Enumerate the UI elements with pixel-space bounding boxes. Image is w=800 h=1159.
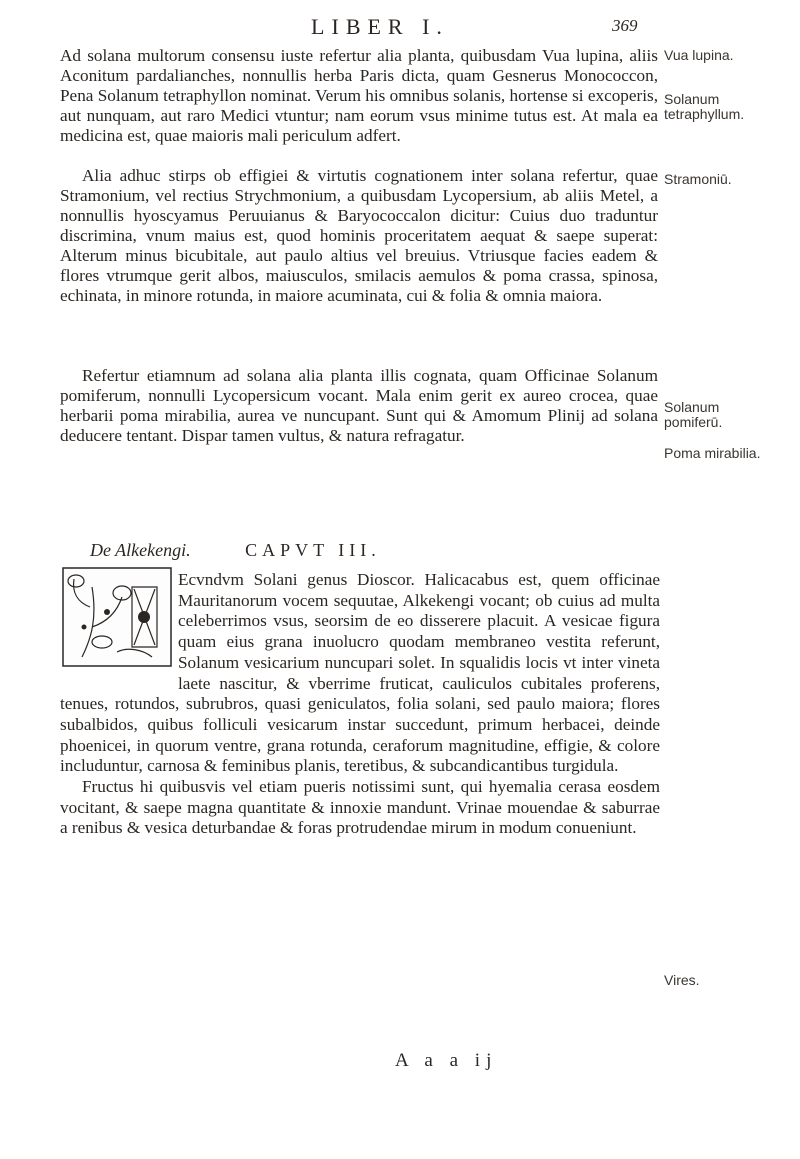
page-number: 369 <box>612 16 638 35</box>
margin-note-stramonium: Stramoniū. <box>664 171 732 187</box>
running-title: LIBER I. <box>311 14 449 39</box>
margin-note-solanum-pomiferum: Solanum pomiferū. <box>664 399 723 430</box>
chapter-body <box>60 570 660 839</box>
margin-note-vua-lupina: Vua lupina. <box>664 47 734 63</box>
paragraph-solanum-pomiferum <box>60 366 658 446</box>
paragraph-text: Fructus hi quibusvis vel etiam pueris notissimi sunt, qui hyemalia cerasa eosdem vocitant, & saepe magna quantitate & innoxie mandunt. Vrinae mouendae & saburrae a renibus & vesica deturbandae & foras protrudendae mirum in modum conueniunt. <box>60 777 660 838</box>
margin-note-solanum-tetraphyllum: Solanum tetraphyllum. <box>664 91 745 122</box>
chapter-title: De Alkekengi. <box>90 540 191 560</box>
paragraph-text: Refertur etiamnum ad solana alia planta illis cognata, quam Officinae Solanum pomiferum, nonnulli Lycopersicum vocant. Mala enim gerit ex aureo crocea, quae herbarii poma mirabilia, aurea ve nuncupant. Sunt qui & Amomum Plinij ad solana deducere tentant. Dispar tamen vultus, & natura refragatur. <box>60 366 658 445</box>
paragraph-stramonium <box>60 166 658 306</box>
margin-note-vires: Vires. <box>664 972 700 988</box>
paragraph-text: Ecvndvm Solani genus Dioscor. Halicacabus est, quem officinae Mauritanorum vocem sequutae, Alkekengi vocant; ob cuius ad multa celeberrimos vsus, seorsim de eo disserere placuit. A vesicae figura quam eius grana inuolucro quodam membraneo vestita referunt, Solanum vesicarium nuncupari solet. In squalidis locis vt inter vineta laete nascitur, & vberrime fruticat, cauliculos cubitales proferens, tenues, rotundos, subrubros, quasi geniculatos, folia solani, sed paulo maiora; flores subalbidos, quibus folliculi vesicarum instar succedunt, primum herbacei, deinde phoenicei, in quorum ventre, grana rotunda, ceraforum magnitudine, effigie, & colore includuntur, carnosa & feminibus planis, teretibus, & subcandicantibus turgidula. <box>60 570 660 776</box>
chapter-number: CAPVT III. <box>245 540 381 560</box>
catchword: A a a ij <box>395 1050 498 1071</box>
paragraph-vua-lupina <box>60 46 658 146</box>
initial-space <box>60 570 178 674</box>
page-header <box>0 14 800 38</box>
margin-note-poma-mirabilia: Poma mirabilia. <box>664 445 761 461</box>
paragraph-text: Alia adhuc stirps ob effigiei & virtutis cognationem inter solana refertur, quae Stramonium, vel rectius Strychmonium, a quibusdam Lycopersium, ab aliis Metel, a nonnullis hyoscyamus Peruuianus & Baryococcalon dicitur: Cuius duo traduntur discrimina, vnum maius est, quod hominis proceritatem aequat & saepe superat: Alterum minus bicubitale, aut paulo altius vel breuius. Vtriusque facies eadem & flores vtrumque gerit albos, maiusculos, smilacis aemulos & poma crassa, spinosa, echinata, in minore rotunda, in maiore acuminata, cui & folia & omnia maiora. <box>60 166 658 305</box>
paragraph-text: Ad solana multorum consensu iuste refertur alia planta, quibusdam Vua lupina, aliis Aconitum pardalianches, nonnullis herba Paris dicta, quam Gesnerus Monococcon, Pena Solanum tetraphyllon nominat. Verum his omnibus solanis, hortense si excoperis, aut nunquam, aut raro Medici vtuntur; nam eorum vsus minime tutus est. At mala ea medicina est, quae maioris mali periculum adfert. <box>60 46 658 145</box>
chapter-heading <box>90 540 690 561</box>
